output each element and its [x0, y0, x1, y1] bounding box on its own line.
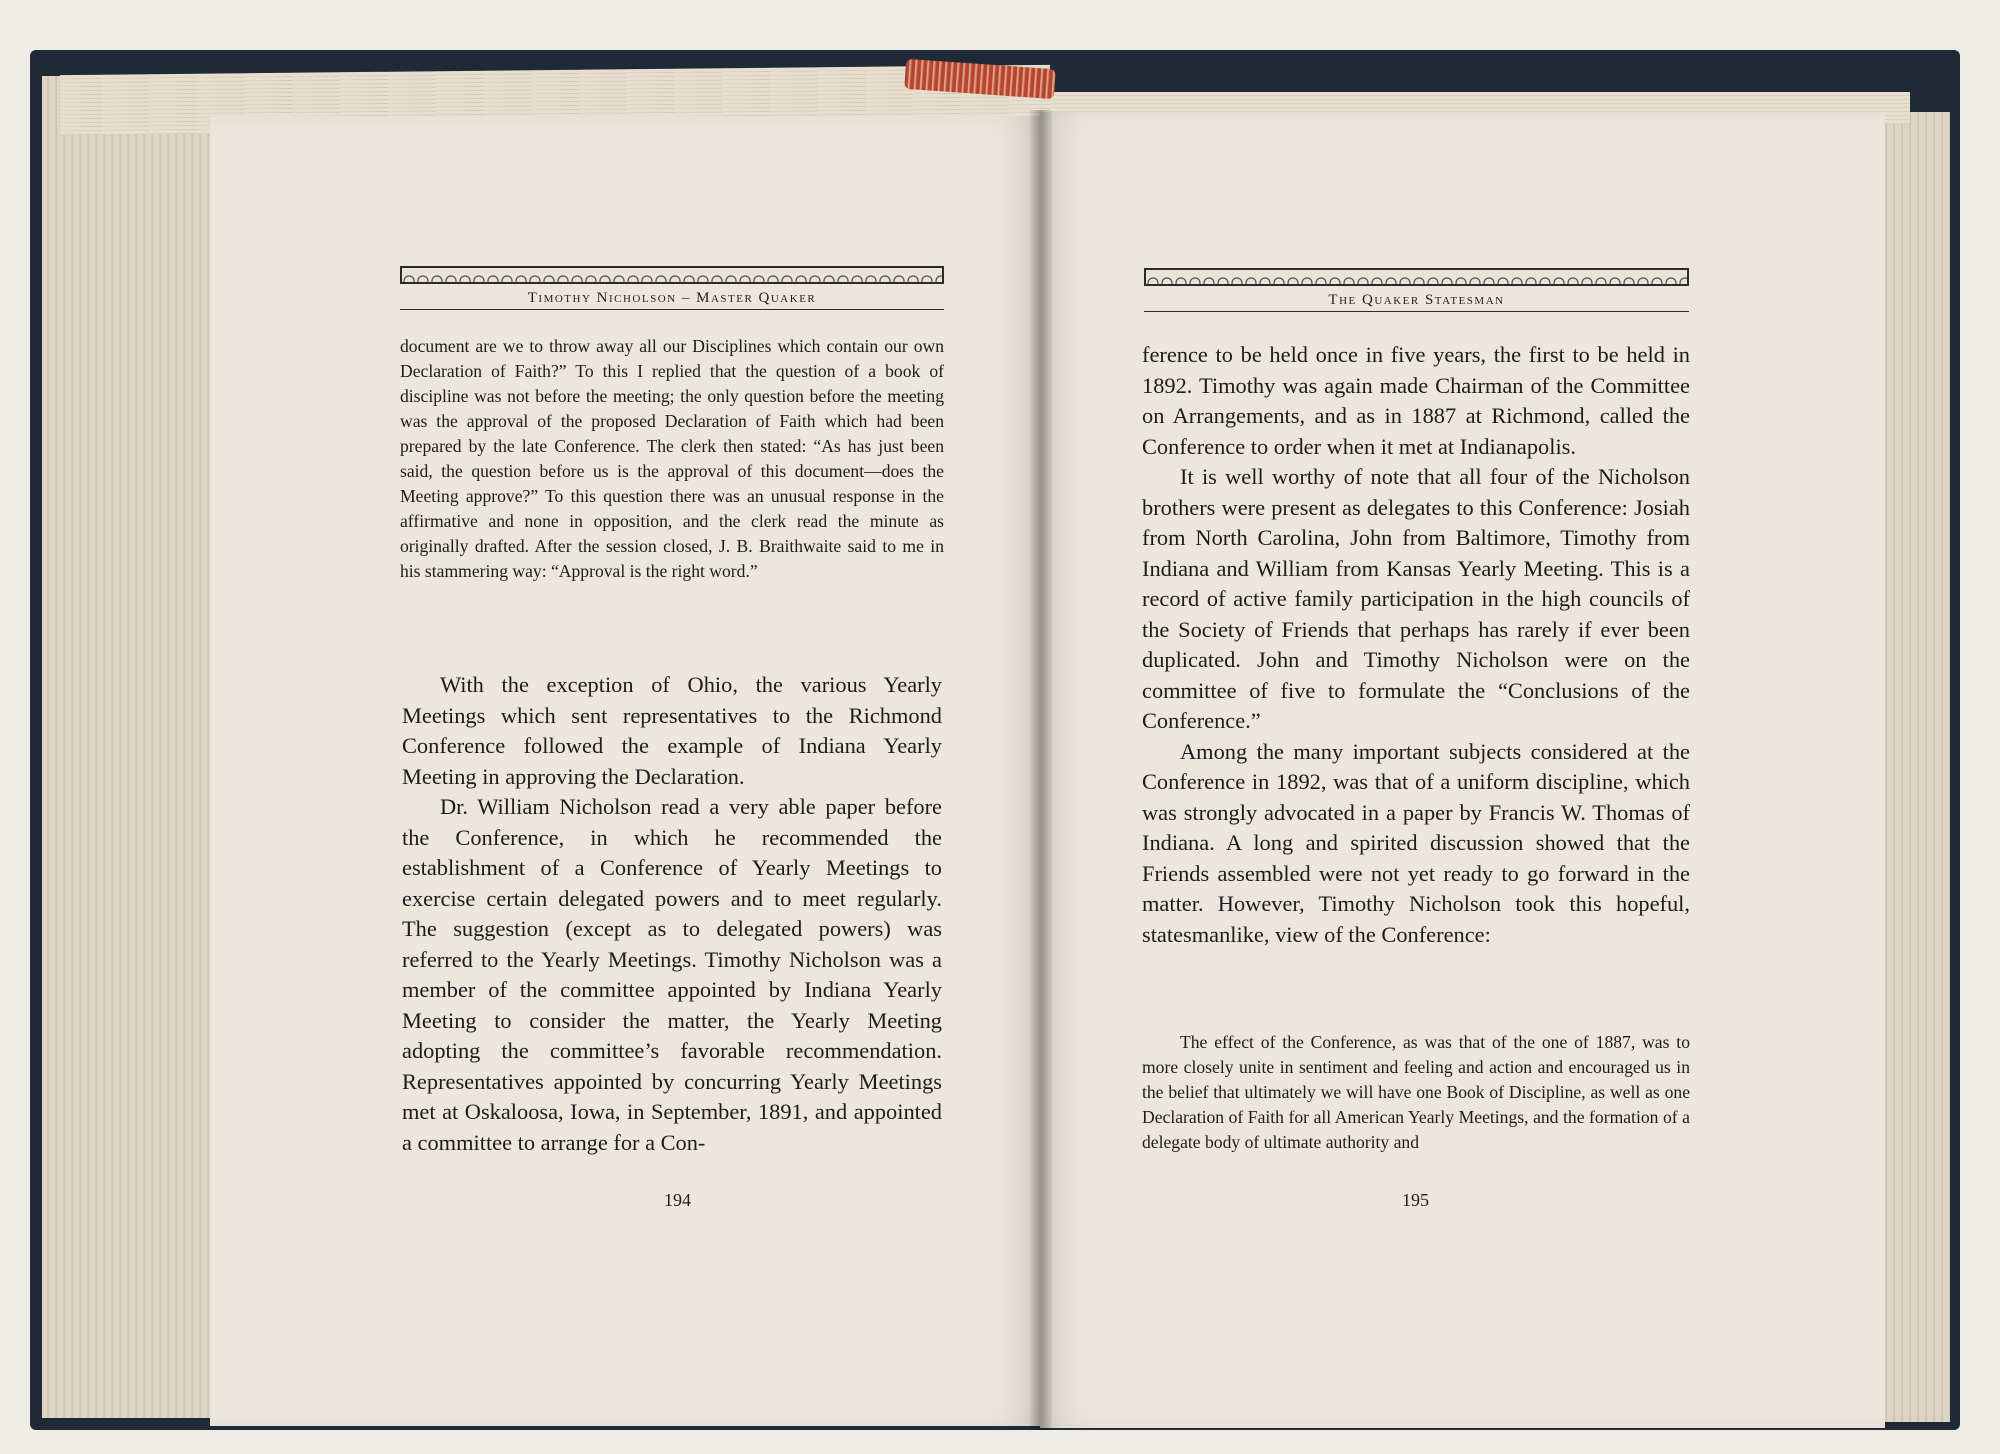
- right-quote-paragraph: The effect of the Conference, as was that of the one of 1887, was to more closely unite in sentiment and feeling and action and encouraged us in the belief that ultimately we will have one Book of Discipline, as well as one Declaration of Faith for all American Yearly Meetings, and the formation of a delegate body of ultimate authority and: [1142, 1032, 1690, 1152]
- right-paragraph-2: It is well worthy of note that all four of the Nicholson brothers were present as delegates to this Conference: Josiah from North Carolina, John from Baltimore, Timothy from Indiana and William from Kansas Yearly Meeting. This is a record of active family participation in the high councils of the Society of Friends that perhaps has rarely if ever been duplicated. John and Timothy Nicholson were on the committee of five to formulate the “Conclusions of the Conference.”: [1142, 464, 1690, 733]
- left-quote-paragraph: document are we to throw away all our Disciplines which contain our own Declaration of Faith?” To this I replied that the question of a book of discipline was not before the meeting; the only question before the meeting was the approval of the proposed Declaration of Faith which had been prepared by the late Conference. The clerk then stated: “As has just been said, the question before us is the approval of this document—does the Meeting approve?” To this question there was an unusual response in the affirmative and none in opposition, and the clerk read the minute as originally drafted. After the session closed, J. B. Braithwaite said to me in his stammering way: “Approval is the right word.”: [400, 336, 944, 581]
- page-edges-left: [42, 76, 212, 1418]
- left-body-text: [402, 670, 942, 1158]
- right-page: [1040, 112, 1885, 1428]
- header-ornament-right: [1144, 268, 1689, 286]
- left-paragraph-1: With the exception of Ohio, the various Yearly Meetings which sent representatives to the Richmond Conference followed the example of Indiana Yearly Meeting in approving the Declaration.: [402, 672, 942, 789]
- book-gutter: [1030, 110, 1052, 1430]
- right-paragraph-1: ference to be held once in five years, the first to be held in 1892. Timothy was again made Chairman of the Committee on Arrangements, and as in 1887 at Richmond, called the Conference to order when it met at Indianapolis.: [1142, 342, 1690, 459]
- left-page: [210, 116, 1040, 1426]
- page-edges-right: [1880, 112, 1950, 1422]
- page-number-left: 194: [664, 1190, 691, 1210]
- running-head-left: Timothy Nicholson – Master Quaker: [400, 290, 944, 310]
- right-body-text: [1142, 340, 1690, 950]
- right-quote-block: [1142, 1030, 1690, 1155]
- running-head-right: The Quaker Statesman: [1144, 292, 1689, 312]
- page-number-right: 195: [1402, 1190, 1429, 1210]
- left-quote-block: [400, 334, 944, 584]
- left-paragraph-2: Dr. William Nicholson read a very able paper before the Conference, in which he recommended the establishment of a Conference of Yearly Meetings to exercise certain delegated powers and to meet regularly. The suggestion (except as to delegated powers) was referred to the Yearly Meetings. Timothy Nicholson was a member of the committee appointed by Indiana Yearly Meeting to consider the matter, the Yearly Meeting adopting the committee’s favorable recommendation. Representatives appointed by concurring Yearly Meetings met at Oskaloosa, Iowa, in September, 1891, and appointed a committee to arrange for a Con-: [402, 794, 942, 1155]
- header-ornament-left: [400, 266, 944, 284]
- right-paragraph-3: Among the many important subjects considered at the Conference in 1892, was that of a uniform discipline, which was strongly advocated in a paper by Francis W. Thomas of Indiana. A long and spirited discussion showed that the Friends assembled were not yet ready to go forward in the matter. However, Timothy Nicholson took this hopeful, statesmanlike, view of the Conference:: [1142, 738, 1690, 947]
